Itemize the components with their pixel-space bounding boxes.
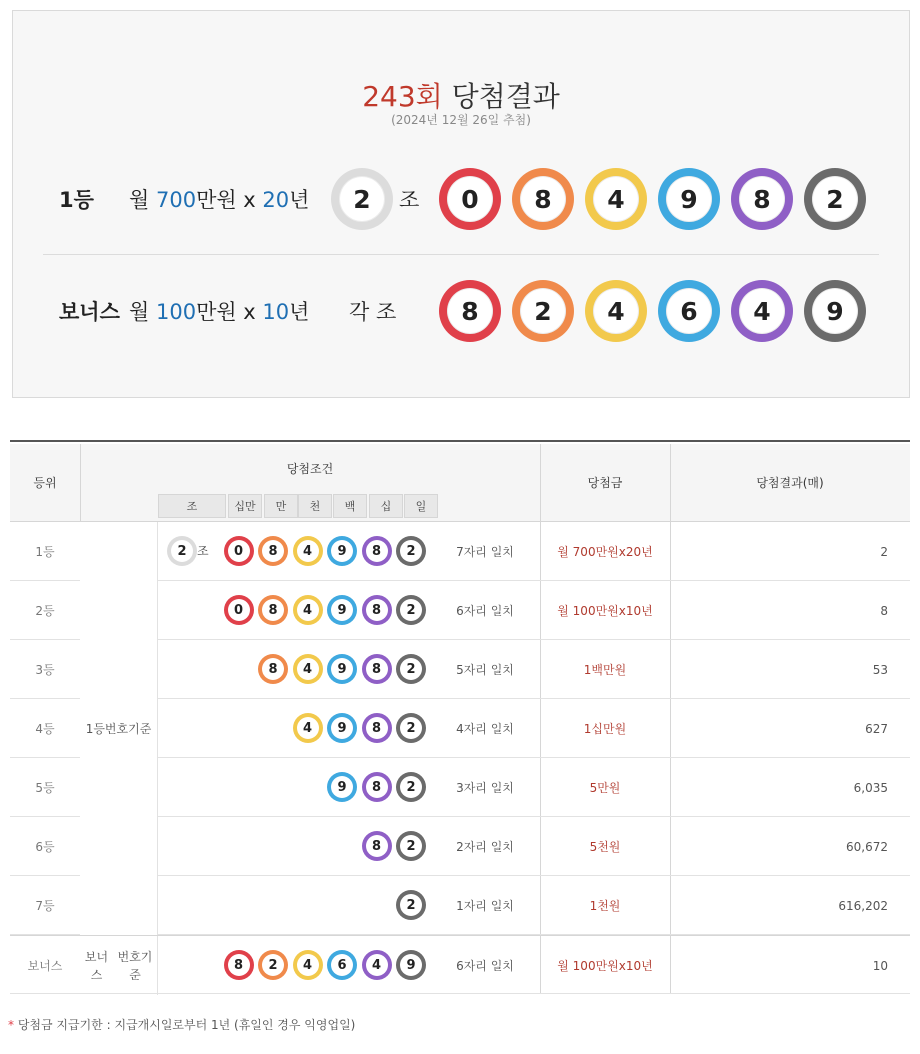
row-number-ball-number: 2: [400, 835, 422, 857]
bonus-number-ball: [804, 280, 866, 342]
first-number-ball-number: 8: [739, 176, 785, 222]
row-rank: 7등: [35, 899, 55, 913]
row-match: 2자리 일치: [456, 840, 514, 854]
row-group-suffix: 조: [197, 544, 209, 558]
group-ball: [331, 168, 393, 230]
row-number-ball: [293, 950, 323, 980]
row-number-ball: [327, 772, 357, 802]
row-prize-money: 1천원: [589, 899, 621, 913]
row-number-ball-number: 8: [366, 776, 388, 798]
row-number-ball: [224, 536, 254, 566]
header-money: 당첨금: [587, 476, 623, 490]
row-number-ball: [396, 654, 426, 684]
row-number-ball-number: 4: [366, 954, 388, 976]
row-prize-money: 1백만원: [583, 663, 627, 677]
bonus-number-ball: [731, 280, 793, 342]
row-number-ball-number: 9: [331, 776, 353, 798]
row-match: 7자리 일치: [456, 545, 514, 559]
first-rank-label: 1등: [59, 188, 94, 212]
row-match: 6자리 일치: [456, 604, 514, 618]
row-number-ball: [362, 831, 392, 861]
row-number-ball: [258, 536, 288, 566]
bonus-number-ball-number: 2: [520, 288, 566, 334]
bonus-number-ball: [512, 280, 574, 342]
digit-header: 만: [264, 494, 298, 518]
table-header: [10, 444, 910, 522]
first-number-ball-number: 2: [812, 176, 858, 222]
row-number-ball-number: 2: [262, 954, 284, 976]
bonus-rank-text: 보너스: [59, 300, 120, 324]
row-match: 4자리 일치: [456, 722, 514, 736]
row-number-ball: [224, 595, 254, 625]
row-number-ball: [293, 654, 323, 684]
table-body: [10, 522, 910, 1010]
first-pay-unit: 만원 x: [196, 188, 263, 212]
bonus-number-ball-number: 6: [666, 288, 712, 334]
row-number-ball-number: 8: [366, 658, 388, 680]
bonus-number-ball-number: 8: [447, 288, 493, 334]
first-number-ball: [585, 168, 647, 230]
row-winner-count: 627: [865, 721, 888, 736]
group-suffix: 조: [399, 188, 420, 212]
row-winner-count: 2: [880, 544, 888, 559]
row-rank: 4등: [35, 722, 55, 736]
first-pay-year-unit: 년: [289, 188, 310, 212]
first-number-ball: [439, 168, 501, 230]
draw-date: (2024년 12월 26일 추첨): [391, 113, 531, 127]
footnote: [8, 1016, 355, 1033]
bonus-number-ball-number: 9: [812, 288, 858, 334]
bonus-basis-text: 보너스: [84, 949, 109, 982]
row-match: 1자리 일치: [456, 899, 514, 913]
row-number-ball-number: 8: [262, 599, 284, 621]
row-number-ball: [362, 536, 392, 566]
bonus-pay-prefix: 월: [129, 300, 156, 324]
row-number-ball-number: 2: [400, 894, 422, 916]
bonus-pay-years: 10: [262, 300, 290, 324]
first-basis-text: 번호기준: [104, 721, 152, 736]
first-pay-text: [129, 184, 309, 214]
row-rank: 보너스: [27, 959, 63, 973]
row-rank: 3등: [35, 663, 55, 677]
bonus-number-ball: [439, 280, 501, 342]
row-winner-count: 60,672: [846, 839, 888, 854]
page-title: [13, 75, 909, 115]
row-prize-money: 1십만원: [583, 722, 627, 736]
bonus-basis-cell: [80, 936, 158, 995]
row-number-ball-number: 4: [297, 717, 319, 739]
row-number-ball: [396, 595, 426, 625]
digit-header: 조: [158, 494, 226, 518]
table-row: [10, 935, 910, 994]
row-prize-money: 5천원: [589, 840, 621, 854]
row-winner-count: 616,202: [838, 898, 888, 913]
row-number-ball-number: 8: [262, 658, 284, 680]
row-match: 3자리 일치: [456, 781, 514, 795]
row-number-ball: [293, 536, 323, 566]
row-prize-money: 월 100만원x10년: [557, 959, 653, 973]
row-number-ball: [327, 713, 357, 743]
bonus-prize-row: [13, 276, 911, 346]
row-prize-money: 월 100만원x10년: [557, 604, 653, 618]
row-number-ball: [293, 595, 323, 625]
row-number-ball-number: 8: [366, 540, 388, 562]
row-number-ball: [396, 950, 426, 980]
row-match: 6자리 일치: [456, 959, 514, 973]
row-prize-money: 5만원: [589, 781, 621, 795]
row-winner-count: 8: [880, 603, 888, 618]
row-number-ball-number: 8: [366, 835, 388, 857]
first-pay-prefix: 월: [129, 188, 156, 212]
first-number-ball-number: 4: [593, 176, 639, 222]
result-summary-card: [12, 10, 910, 398]
row-rank: 5등: [35, 781, 55, 795]
header-condition: 당첨조건: [286, 462, 334, 476]
first-number-ball-number: 8: [520, 176, 566, 222]
row-number-ball: [396, 890, 426, 920]
row-number-ball: [327, 950, 357, 980]
row-number-ball-number: 9: [331, 658, 353, 680]
footnote-text: 당첨금 지급기한 : 지급개시일로부터 1년 (휴일인 경우 익영업일): [14, 1018, 356, 1032]
row-number-ball-number: 4: [297, 540, 319, 562]
bonus-pay-amount: 100: [155, 300, 197, 324]
row-number-ball: [327, 654, 357, 684]
row-number-ball-number: 2: [400, 540, 422, 562]
bonus-number-ball: [658, 280, 720, 342]
row-winner-count: 6,035: [853, 780, 888, 795]
first-number-ball-number: 9: [666, 176, 712, 222]
first-prize-row: [13, 164, 911, 234]
row-number-ball-number: 8: [228, 954, 250, 976]
digit-header: 십만: [228, 494, 262, 518]
first-number-ball-number: 0: [447, 176, 493, 222]
row-number-ball-number: 4: [297, 599, 319, 621]
row-number-ball-number: 0: [228, 599, 250, 621]
row-winner-count: 53: [872, 662, 888, 677]
row-prize-money: 월 700만원x20년: [557, 545, 653, 559]
digit-header: 십: [369, 494, 403, 518]
digit-position-headers: [158, 494, 430, 518]
row-number-ball-number: 2: [400, 776, 422, 798]
row-number-ball-number: 2: [400, 599, 422, 621]
row-rank: 2등: [35, 604, 55, 618]
row-number-ball-number: 2: [400, 658, 422, 680]
row-match: 5자리 일치: [456, 663, 514, 677]
bonus-pay-year-unit: 년: [289, 300, 310, 324]
row-number-ball: [258, 595, 288, 625]
row-number-ball-number: 8: [262, 540, 284, 562]
first-basis-cell: [80, 522, 158, 935]
row-number-ball: [362, 950, 392, 980]
row-number-ball-number: 2: [400, 717, 422, 739]
bonus-rank-label: [59, 296, 120, 326]
row-number-ball: [293, 713, 323, 743]
bonus-number-ball-number: 4: [739, 288, 785, 334]
first-basis-text: 1등: [85, 721, 105, 736]
row-group-ball: [167, 536, 197, 566]
digit-header: 천: [298, 494, 332, 518]
row-number-ball-number: 8: [366, 599, 388, 621]
row-number-ball: [327, 536, 357, 566]
results-table: [10, 440, 910, 1008]
group-ball-number: 2: [339, 176, 385, 222]
row-group-ball-number: 2: [171, 540, 193, 562]
row-number-ball-number: 4: [297, 658, 319, 680]
row-number-ball: [396, 831, 426, 861]
round-number: 243회: [362, 80, 443, 113]
row-number-ball-number: 9: [331, 717, 353, 739]
row-number-ball-number: 6: [331, 954, 353, 976]
row-number-ball-number: 9: [400, 954, 422, 976]
first-number-ball: [731, 168, 793, 230]
bonus-basis-text: 번호기준: [117, 949, 153, 982]
bonus-pay-unit: 만원 x: [196, 300, 263, 324]
row-rank: 6등: [35, 840, 55, 854]
summary-divider: [43, 254, 879, 255]
digit-header: 일: [404, 494, 438, 518]
first-number-ball: [804, 168, 866, 230]
row-number-ball: [396, 713, 426, 743]
row-number-ball: [396, 536, 426, 566]
digit-header: 백: [333, 494, 367, 518]
row-number-ball-number: 9: [331, 599, 353, 621]
row-number-ball-number: 4: [297, 954, 319, 976]
row-rank: 1등: [35, 545, 55, 559]
bonus-number-ball-number: 4: [593, 288, 639, 334]
row-number-ball: [224, 950, 254, 980]
row-number-ball-number: 0: [228, 540, 250, 562]
title-suffix: 당첨결과: [442, 80, 560, 113]
row-number-ball: [258, 950, 288, 980]
row-number-ball: [362, 654, 392, 684]
first-pay-amount: 700: [155, 188, 197, 212]
row-number-ball-number: 9: [331, 540, 353, 562]
bonus-number-ball: [585, 280, 647, 342]
row-number-ball: [396, 772, 426, 802]
row-number-ball: [362, 713, 392, 743]
first-number-ball: [512, 168, 574, 230]
first-number-ball: [658, 168, 720, 230]
row-number-ball: [362, 595, 392, 625]
bonus-pay-text: [129, 296, 309, 326]
header-count: 당첨결과(매): [756, 476, 824, 490]
row-number-ball: [362, 772, 392, 802]
row-number-ball: [327, 595, 357, 625]
row-winner-count: 10: [872, 958, 888, 973]
header-rank: 등위: [33, 476, 57, 490]
first-pay-years: 20: [262, 188, 290, 212]
footnote-star: *: [8, 1018, 14, 1032]
bonus-group-label: 각 조: [349, 300, 397, 324]
row-number-ball: [258, 654, 288, 684]
row-number-ball-number: 8: [366, 717, 388, 739]
